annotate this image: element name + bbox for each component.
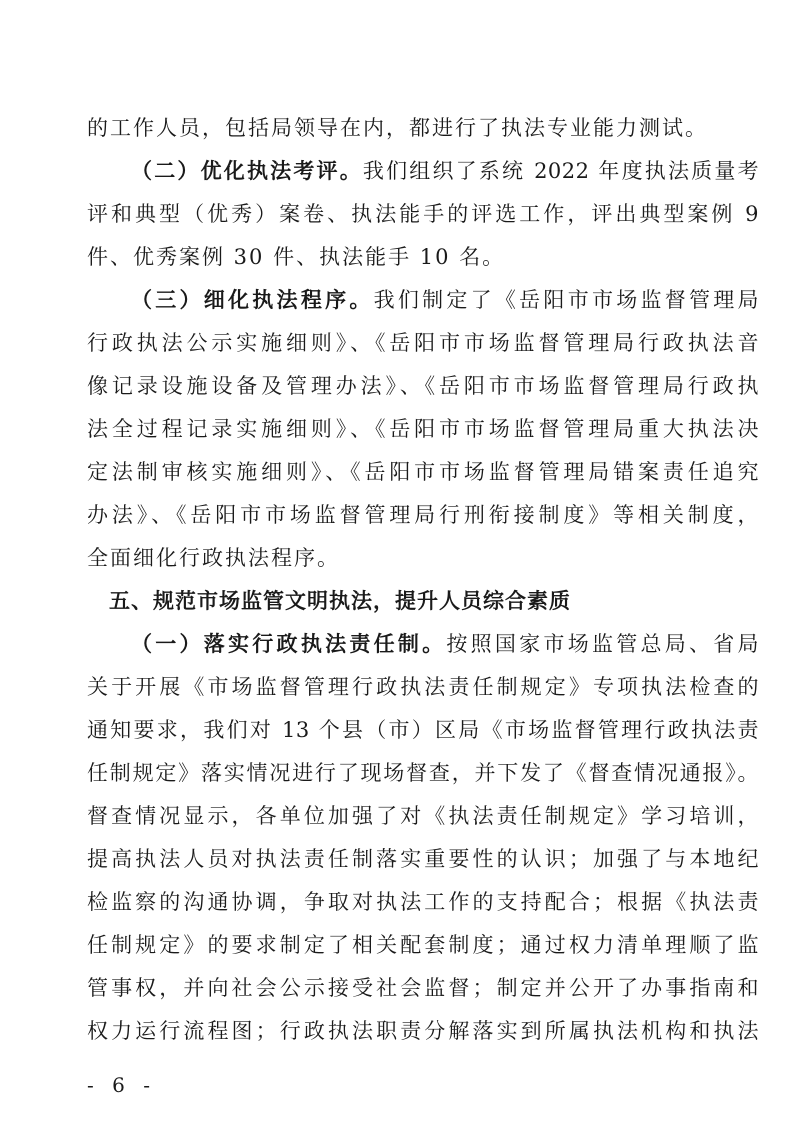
text-line: 评和典型（优秀）案卷、执法能手的评选工作，评出典型案例 9: [87, 202, 759, 226]
text-line: 办法》、《岳阳市市场监督管理局行刑衔接制度》等相关制度，: [87, 503, 759, 527]
text-line: 关于开展《市场监督管理行政执法责任制规定》专项执法检查的: [87, 675, 759, 699]
text-line: 法全过程记录实施细则》、《岳阳市市场监督管理局重大执法决: [87, 417, 759, 441]
subheading-refine-procedure: （三）细化执法程序。: [131, 288, 374, 312]
text-line: 像记录设施设备及管理办法》、《岳阳市市场监督管理局行政执: [87, 374, 759, 398]
text-line: 定法制审核实施细则》、《岳阳市市场监督管理局错案责任追究: [87, 460, 759, 484]
line-text: 我们组织了系统 2022 年度执法质量考: [362, 159, 760, 183]
text-line: 提高执法人员对执法责任制落实重要性的认识；加强了与本地纪: [87, 847, 759, 871]
text-line: [87, 150, 759, 193]
text-line: 全面细化行政执法程序。: [87, 546, 340, 570]
subheading-optimize-evaluation: （二）优化执法考评。: [131, 159, 363, 183]
text-line: 件、优秀案例 30 件、执法能手 10 名。: [87, 245, 506, 269]
text-line: 的工作人员，包括局领导在内，都进行了执法专业能力测试。: [87, 116, 708, 140]
text-line: 权力运行流程图；行政执法职责分解落实到所属执法机构和执法: [87, 1019, 759, 1043]
text-line: 管事权，并向社会公示接受社会监督；制定并公开了办事指南和: [87, 976, 759, 1000]
text-line: 任制规定》的要求制定了相关配套制度；通过权力清单理顺了监: [87, 933, 759, 957]
document-body: [87, 107, 759, 1053]
text-line: 检监察的沟通协调，争取对执法工作的支持配合；根据《执法责: [87, 890, 759, 914]
text-line: [87, 623, 759, 666]
line-text: 按照国家市场监管总局、省局: [446, 632, 760, 656]
subheading-responsibility-system: （一）落实行政执法责任制。: [131, 632, 447, 656]
text-line: 督查情况显示，各单位加强了对《执法责任制规定》学习培训，: [87, 804, 759, 828]
text-line: [87, 279, 759, 322]
text-line: 任制规定》落实情况进行了现场督查，并下发了《督查情况通报》。: [87, 761, 759, 785]
section-heading: 五、规范市场监管文明执法，提升人员综合素质: [109, 589, 571, 613]
text-line: 通知要求，我们对 13 个县（市）区局《市场监督管理行政执法责: [87, 718, 759, 742]
line-text: 我们制定了《岳阳市市场监督管理局: [373, 288, 760, 312]
text-line: 行政执法公示实施细则》、《岳阳市市场监督管理局行政执法音: [87, 331, 759, 355]
page-number: - 6 -: [87, 1073, 156, 1097]
